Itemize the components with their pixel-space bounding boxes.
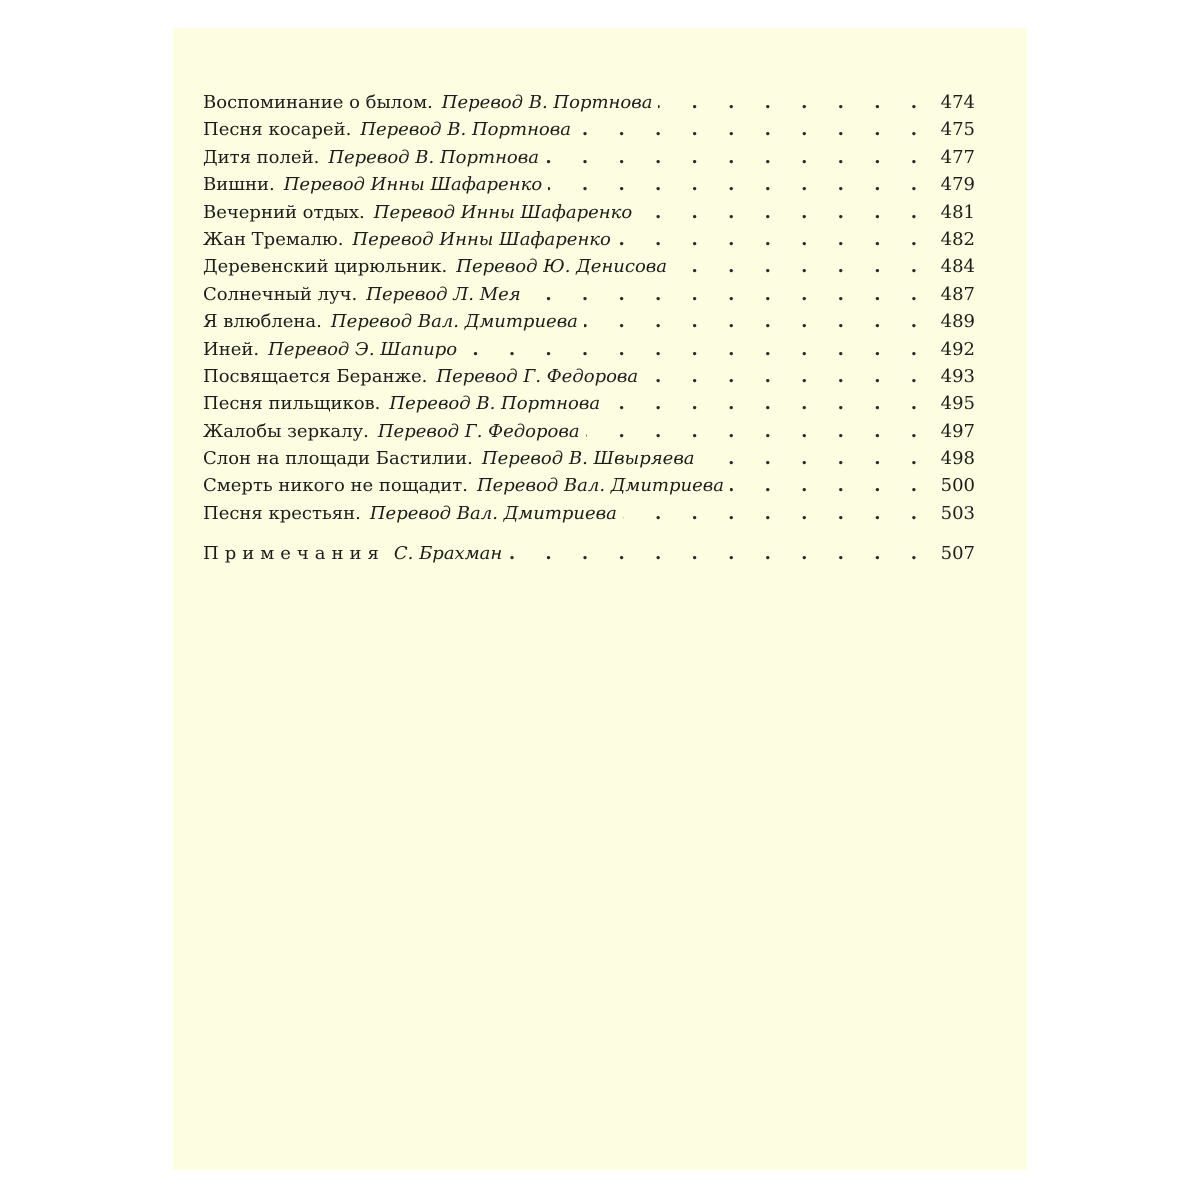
entry-title: Смерть никого не пощадит. xyxy=(203,475,468,497)
entry-translator: Перевод В. Портнова xyxy=(328,146,539,168)
toc-notes-entry xyxy=(203,540,975,567)
entry-page-number: 484 xyxy=(940,256,975,278)
notes-author: С. Брахман xyxy=(393,543,503,565)
entry-translator: Перевод Вал. Дмитриева xyxy=(476,475,724,497)
entry-translator: Перевод В. Портнова xyxy=(389,393,601,415)
dot-leader xyxy=(586,418,929,445)
dot-leader xyxy=(527,281,929,308)
entry-page-number: 479 xyxy=(940,174,975,196)
entry-title: Дитя полей. xyxy=(203,146,320,168)
toc-entry xyxy=(203,253,975,280)
entry-title: Иней. xyxy=(203,338,260,360)
entry-translator: Перевод Г. Федорова xyxy=(436,365,639,387)
toc-entry xyxy=(203,226,975,253)
dot-leader xyxy=(577,116,929,143)
entry-title: Я влюблена. xyxy=(203,311,322,333)
toc-entry xyxy=(203,336,975,363)
entry-title: Воспоминание о былом. xyxy=(203,92,433,113)
entry-translator: Перевод Инны Шафаренко xyxy=(283,174,543,196)
toc-entry xyxy=(203,418,975,445)
notes-page-number: 507 xyxy=(940,543,975,565)
toc-entry xyxy=(203,500,975,527)
entry-page-number: 497 xyxy=(940,420,975,442)
entry-title: Песня косарей. xyxy=(203,119,352,141)
dot-leader xyxy=(730,472,929,499)
dot-leader xyxy=(508,540,929,567)
toc-entry xyxy=(203,472,975,499)
toc-entry xyxy=(203,199,975,226)
toc-entry xyxy=(203,308,975,335)
table-of-contents xyxy=(203,89,975,568)
entry-title: Жалобы зеркалу. xyxy=(203,420,369,442)
dot-leader xyxy=(617,226,929,253)
toc-entry xyxy=(203,363,975,390)
dot-leader xyxy=(644,363,929,390)
entry-title: Песня крестьян. xyxy=(203,502,361,524)
dot-leader xyxy=(673,253,929,280)
entry-page-number: 475 xyxy=(940,119,975,141)
toc-entry xyxy=(203,144,975,171)
entry-translator: Перевод Г. Федорова xyxy=(377,420,580,442)
toc-entry xyxy=(203,445,975,472)
entry-title: Посвящается Беранже. xyxy=(203,365,428,387)
entry-translator: Перевод Э. Шапиро xyxy=(268,338,458,360)
entry-title: Вечерний отдых. xyxy=(203,201,365,223)
dot-leader xyxy=(545,144,929,171)
entry-title: Жан Тремалю. xyxy=(203,228,344,250)
entry-page-number: 482 xyxy=(940,228,975,250)
entry-translator: Перевод Л. Мея xyxy=(366,283,521,305)
toc-entry xyxy=(203,171,975,198)
entry-translator: Перевод Инны Шафаренко xyxy=(352,228,611,250)
dot-leader xyxy=(606,390,929,417)
entry-page-number: 492 xyxy=(940,338,975,360)
entry-title: Вишни. xyxy=(203,174,275,196)
dot-leader xyxy=(638,199,929,226)
entry-page-number: 474 xyxy=(940,92,975,113)
entry-translator: Перевод Вал. Дмитриева xyxy=(330,311,578,333)
toc-entry xyxy=(203,281,975,308)
toc-entry xyxy=(203,116,975,143)
entry-page-number: 489 xyxy=(940,311,975,333)
dot-leader xyxy=(658,89,929,116)
entry-translator: Перевод В. Швыряева xyxy=(481,448,695,470)
dot-leader xyxy=(623,500,929,527)
notes-title: Примечания xyxy=(203,543,385,565)
entry-page-number: 493 xyxy=(940,365,975,387)
entry-title: Песня пильщиков. xyxy=(203,393,381,415)
entry-translator: Перевод В. Портнова xyxy=(360,119,571,141)
entry-page-number: 477 xyxy=(940,146,975,168)
dot-leader xyxy=(584,308,929,335)
entry-page-number: 500 xyxy=(940,475,975,497)
dot-leader xyxy=(548,171,929,198)
entry-page-number: 487 xyxy=(940,283,975,305)
entry-title: Слон на площади Бастилии. xyxy=(203,448,473,470)
entry-title: Деревенский цирюльник. xyxy=(203,256,448,278)
entry-translator: Перевод Вал. Дмитриева xyxy=(369,502,617,524)
entry-translator: Перевод В. Портнова xyxy=(441,92,653,113)
entry-translator: Перевод Ю. Денисова xyxy=(456,256,668,278)
entry-page-number: 495 xyxy=(940,393,975,415)
dot-leader xyxy=(701,445,929,472)
entry-page-number: 503 xyxy=(940,502,975,524)
toc-entry xyxy=(203,89,975,116)
entry-title: Солнечный луч. xyxy=(203,283,358,305)
entry-page-number: 481 xyxy=(940,201,975,223)
dot-leader xyxy=(463,336,929,363)
entry-page-number: 498 xyxy=(940,448,975,470)
toc-entry xyxy=(203,390,975,417)
entry-translator: Перевод Инны Шафаренко xyxy=(373,201,633,223)
